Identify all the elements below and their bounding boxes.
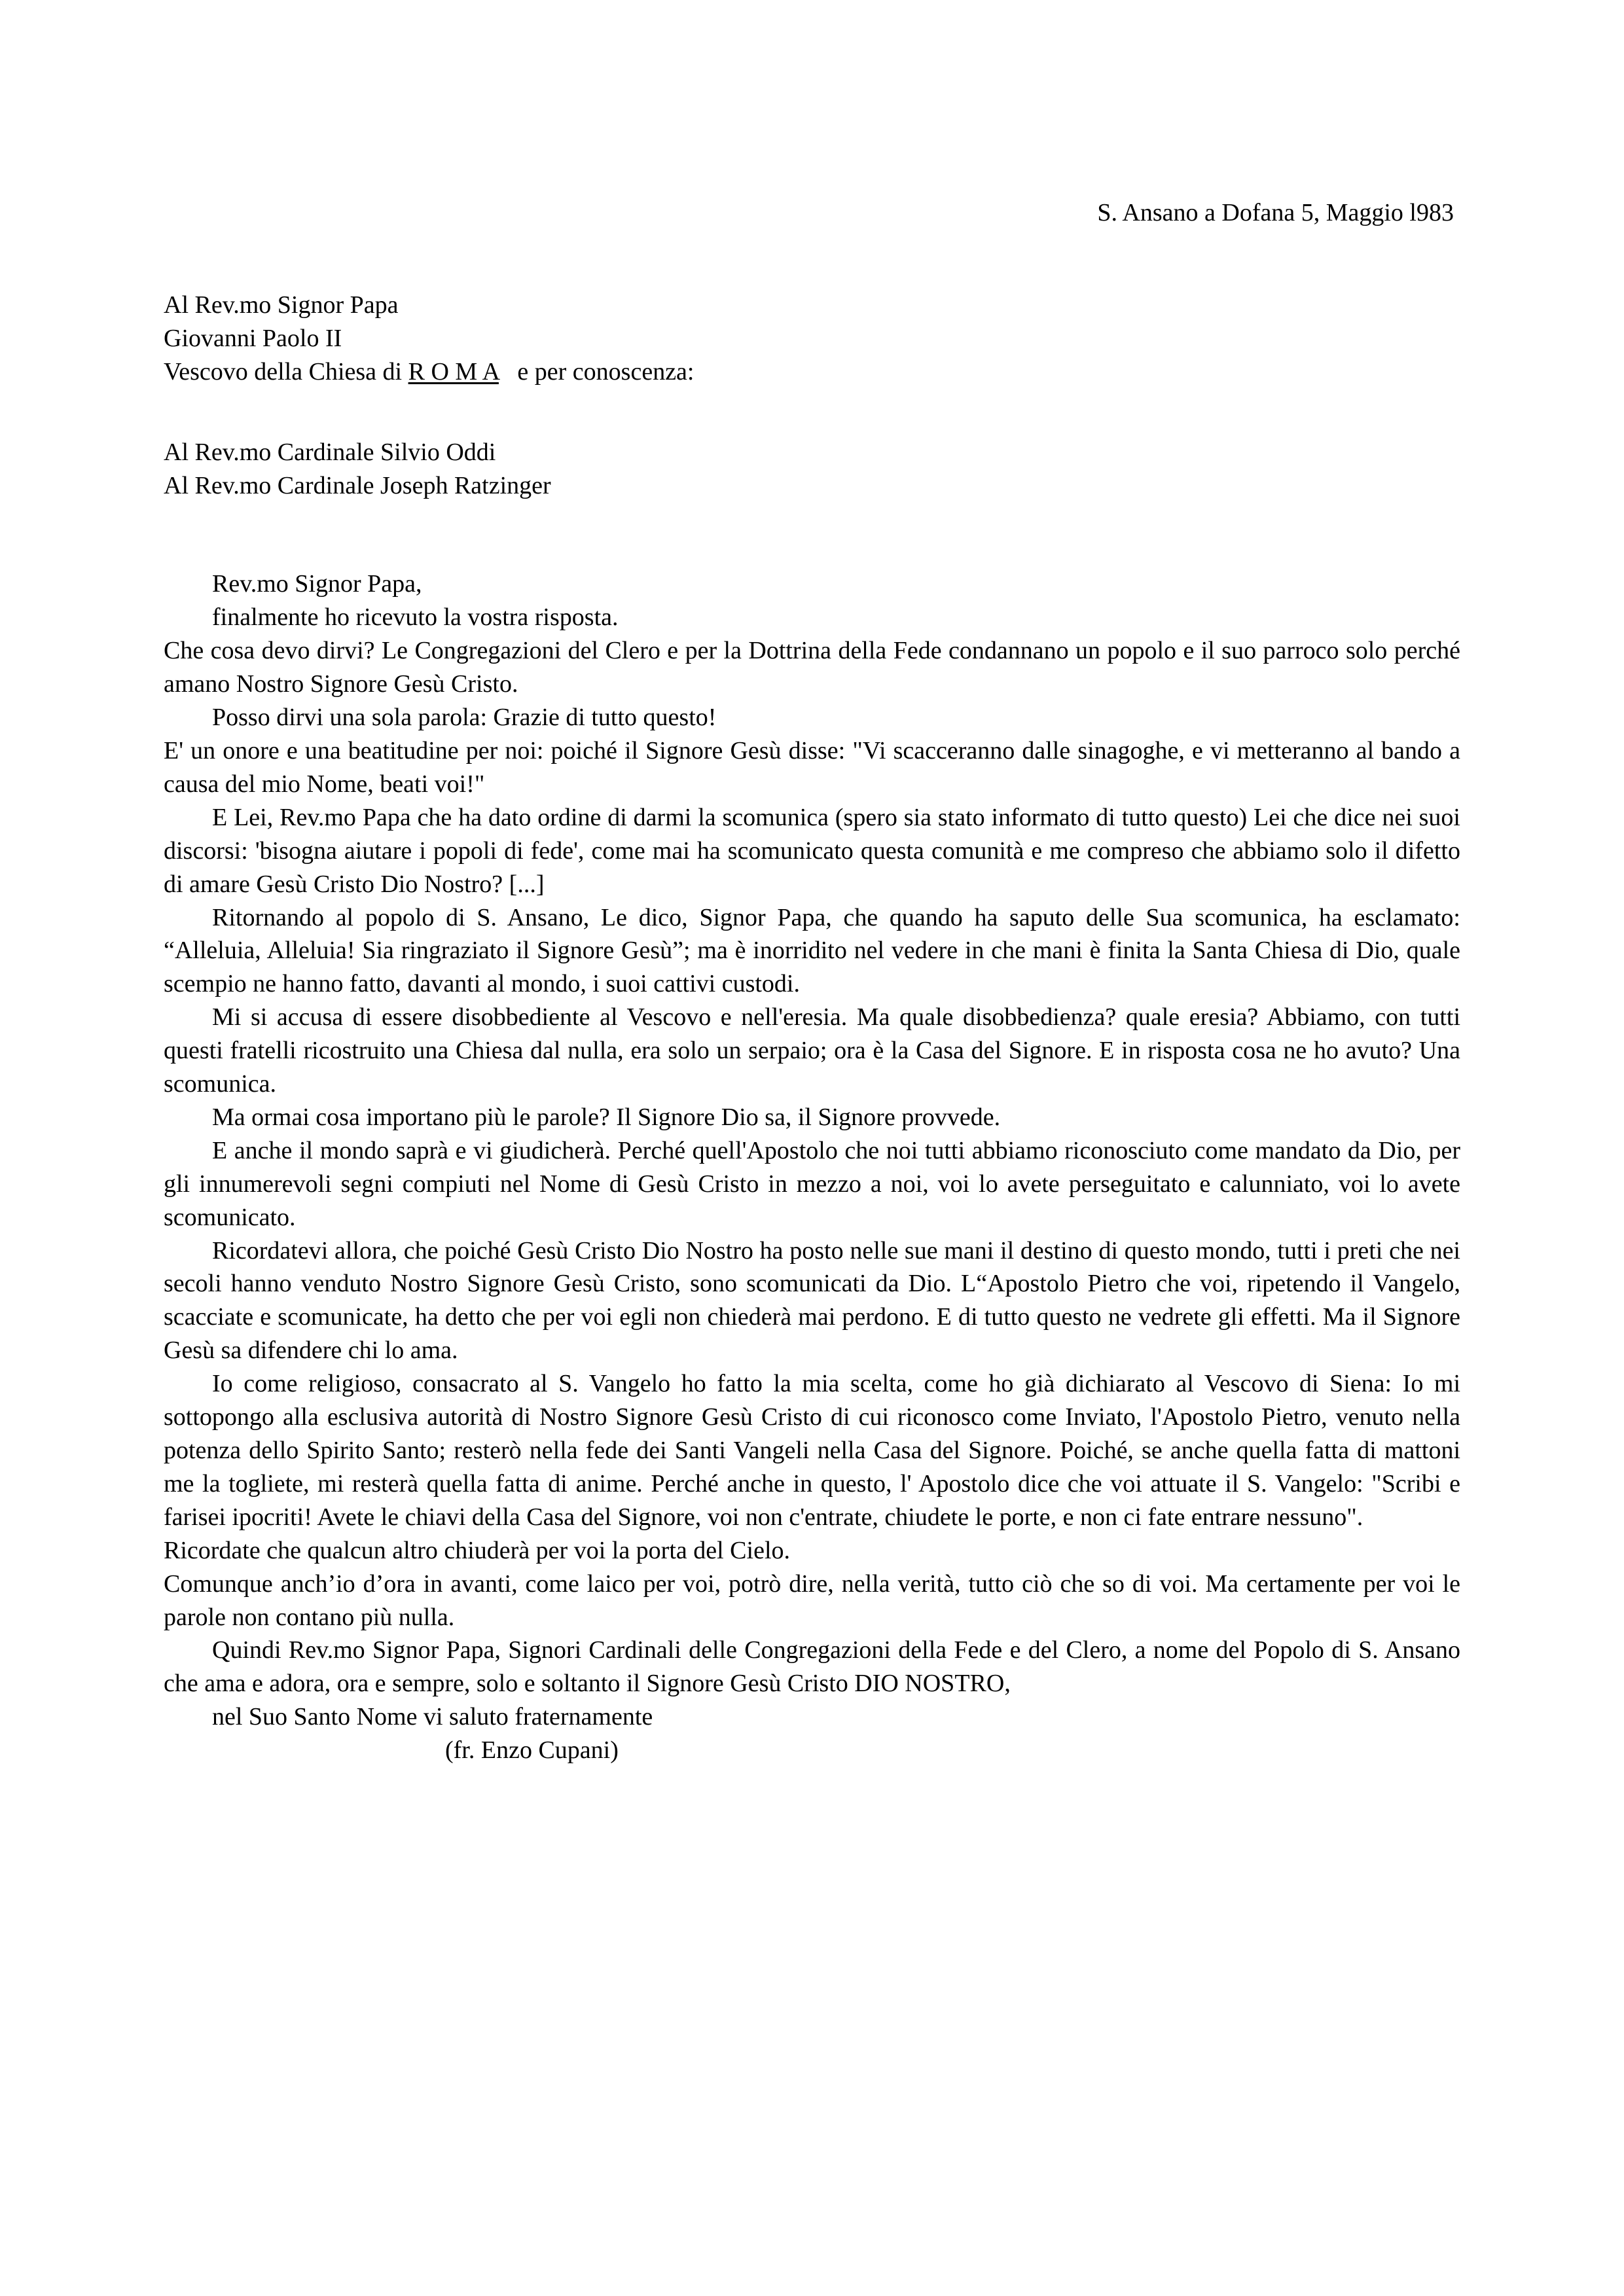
- paragraph-12: Ricordate che qualcun altro chiuderà per voi la porta del Cielo.: [164, 1536, 791, 1564]
- paragraph-5: E Lei, Rev.mo Papa che ha dato ordine di darmi la scomunica (spero sia stato informato di tutto questo) Lei che dice nei suoi discorsi: 'bisogna aiutare i popoli di fede', come mai ha scomunicato questa comunità e me compreso che abbiamo solo il difetto di amare Gesù Cristo Dio Nostro? [...]: [164, 803, 1460, 898]
- addressee-line-3-suffix: e per conoscenza:: [498, 357, 695, 386]
- dateline: S. Ansano a Dofana 5, Maggio l983: [1097, 199, 1454, 226]
- paragraph-6: Ritornando al popolo di S. Ansano, Le dico, Signor Papa, che quando ha saputo delle Sua scomunica, ha esclamato: “Alleluia, Alleluia! Sia ringraziato il Signore Gesù”; ma è inorridito nel vedere in che mani è finita la Santa Chiesa di Dio, quale scempio ne hanno fatto, davanti al mondo, i suoi cattivi custodi.: [164, 903, 1460, 998]
- addressee-block: [164, 289, 1460, 389]
- addressee-city: R O M A: [408, 357, 499, 386]
- paragraph-11: Io come religioso, consacrato al S. Vangelo ho fatto la mia scelta, come ho già dichiarato al Vescovo di Siena: Io mi sottopongo alla esclusiva autorità di Nostro Signore Gesù Cristo di cui riconosco come Inviato, l'Apostolo Pietro, venuto nella potenza dello Spirito Santo; resterò nella fede dei Santi Vangeli nella Casa del Signore. Poiché, se anche quella fatta di mattoni me la togliete, mi resterà quella fatta di anime. Perché anche in questo, l' Apostolo dice che voi attuate il S. Vangelo: "Scribi e farisei ipocriti! Avete le chiavi della Casa del Signore, voi non c'entrate, chiudete le porte, e non ci fate entrare nessuno".: [164, 1370, 1460, 1531]
- paragraph-3: Posso dirvi una sola parola: Grazie di tutto questo!: [212, 704, 717, 732]
- paragraph-7: Mi si accusa di essere disobbediente al Vescovo e nell'eresia. Ma quale disobbedienza? quale eresia? Abbiamo, con tutti questi fratelli ricostruito una Chiesa dal nulla, era solo un serpaio; ora è la Casa del Signore. E in risposta cosa ne ho avuto? Una scomunica.: [164, 1003, 1460, 1098]
- paragraph-9: E anche il mondo saprà e vi giudicherà. Perché quell'Apostolo che noi tutti abbiamo riconosciuto come mandato da Dio, per gli innumerevoli segni compiuti nel Nome di Gesù Cristo in mezzo a noi, voi lo avete perseguitato e calunniato, voi lo avete scomunicato.: [164, 1136, 1460, 1231]
- addressee-line-3: [164, 355, 1460, 389]
- paragraph-14: Quindi Rev.mo Signor Papa, Signori Cardinali delle Congregazioni della Fede e del Clero, a nome del Popolo di S. Ansano che ama e adora, ora e sempre, solo e soltanto il Signore Gesù Cristo DIO NOSTRO,: [164, 1636, 1460, 1698]
- paragraph-4: E' un onore e una beatitudine per noi: poiché il Signore Gesù disse: "Vi scacceranno dalle sinagoghe, e vi metteranno al bando a causa del mio Nome, beati voi!": [164, 736, 1460, 798]
- cc-block: [164, 436, 1460, 503]
- paragraph-10: Ricordatevi allora, che poiché Gesù Cristo Dio Nostro ha posto nelle sue mani il destino di questo mondo, tutti i preti che nei secoli hanno venduto Nostro Signore Gesù Cristo, sono scomunicati da Dio. L“Apostolo Pietro che voi, ripetendo il Vangelo, scacciate e scomunicate, ha detto che per voi egli non chiederà mai perdono. E di tutto questo ne vedrete gli effetti. Ma il Signore Gesù sa difendere chi lo ama.: [164, 1236, 1460, 1365]
- closing-line: nel Suo Santo Nome vi saluto fraternamente: [212, 1703, 653, 1731]
- cc-line-2: Al Rev.mo Cardinale Joseph Ratzinger: [164, 471, 551, 499]
- signature-line: (fr. Enzo Cupani): [445, 1736, 619, 1765]
- addressee-line-3-prefix: Vescovo della Chiesa di: [164, 357, 408, 386]
- addressee-line-1: Al Rev.mo Signor Papa: [164, 291, 399, 319]
- paragraph-1: finalmente ho ricevuto la vostra risposta.: [212, 603, 619, 632]
- paragraph-8: Ma ormai cosa importano più le parole? Il Signore Dio sa, il Signore provvede.: [212, 1103, 1001, 1131]
- paragraph-2: Che cosa devo dirvi? Le Congregazioni del Clero e per la Dottrina della Fede condannano un popolo e il suo parroco solo perché amano Nostro Signore Gesù Cristo.: [164, 637, 1460, 698]
- salutation: Rev.mo Signor Papa,: [212, 570, 422, 598]
- paragraph-13: Comunque anch’io d’ora in avanti, come laico per voi, potrò dire, nella verità, tutto ciò che so di voi. Ma certamente per voi le parole non contano più nulla.: [164, 1570, 1460, 1631]
- spacer-after-cc: [164, 502, 1460, 567]
- spacer-after-addressee: [164, 389, 1460, 436]
- addressee-line-2: Giovanni Paolo II: [164, 324, 342, 352]
- cc-line-1: Al Rev.mo Cardinale Silvio Oddi: [164, 438, 496, 466]
